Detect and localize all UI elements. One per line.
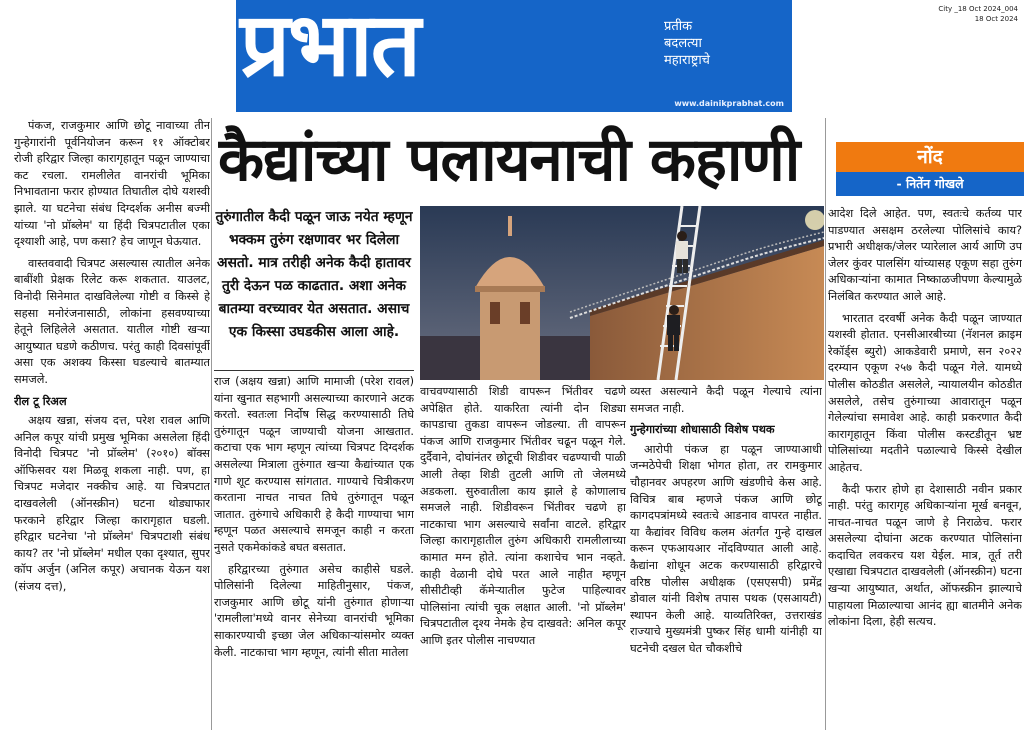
edition-date: 18 Oct 2024 <box>974 15 1018 23</box>
newspaper-logo-title: प्रभात <box>240 0 419 96</box>
tagline-line: बदलत्या <box>664 36 702 51</box>
website-url[interactable]: www.dainikprabhat.com <box>674 99 784 108</box>
article-column-1 <box>14 118 210 728</box>
column-note-box <box>836 142 1024 196</box>
article-photo <box>420 206 824 380</box>
subheading: गुन्हेगारांच्या शोधासाठी विशेष पथक <box>630 423 775 437</box>
column-divider <box>211 118 212 730</box>
edition-info <box>938 4 1018 24</box>
paragraph: हरिद्वारच्या तुरुंगात असेच काहीसे घडले. पोलिसांनी दिलेल्या माहितीनुसार, पंकज, राजकुमार आणि छोटू यांनी तुरुंगात होणाऱ्या 'रामलीला'मध्ये वानर सेनेच्या वानरांची भूमिका साकारण्याची इच्छा जेल अधिकाऱ्यांसमोर व्यक्त केली. नाटकाचा भाग म्हणून, त्यांनी सीता मातेला <box>214 562 414 659</box>
note-title: नोंद <box>836 142 1024 172</box>
article-column-5 <box>828 206 1022 731</box>
edition-code: City _18 Oct 2024_004 <box>938 5 1018 13</box>
note-author: - नितेंन गोखले <box>836 172 1024 196</box>
tagline-line: प्रतीक <box>664 19 693 34</box>
paragraph: आरोपी पंकज हा पळून जाण्याआधी जन्मठेपेची शिक्षा भोगत होता, तर रामकुमार चौहानवर अपहरण आणि खंडणीचे केस आहे. विचित्र बाब म्हणजे पंकज आणि छोटू कागदपत्रांमध्ये स्वतःचे आडनाव वापरत नाहीत. या कैद्यांवर विविध कलम अंतर्गत गुन्हे दाखल करून एफआयआर नोंदविण्यात आली आहे. कैद्यांना शोधून अटक करण्यासाठी हरिद्वारचे वरिष्ठ पोलीस अधीक्षक (एसएसपी) प्रमेंद्र डोवाल यांनी विशेष तपास पथक (एसआयटी) स्थापन केली आहे. याव्यतिरिक्त, उत्तराखंड राज्याचे मुख्यमंत्री पुष्कर सिंह धामी यांनीही या घटनेची दखल घेत चौकशीचे <box>630 442 822 655</box>
paragraph: वास्तववादी चित्रपट असल्यास त्यातील अनेक बाबींशी प्रेक्षक रिलेट करू शकतात. याउलट, विनोदी सिनेमात दाखविलेल्या गोष्टी व किस्से हे सहसा मनोरंजनासाठी, लोकांना हसवण्याच्या हेतूने लिहिलेले असतात. यातील गोष्टी खऱ्या आयुष्यात घडणे कठीणच. परंतु काही दिवसांपूर्वी असा एक अशक्य किस्सा घडल्याचे बातम्यात समजले. <box>14 256 210 386</box>
paragraph: पंकज, राजकुमार आणि छोटू नावाच्या तीन गुन्हेगारांनी पूर्वनियोजन करून ११ ऑक्टोबर रोजी हरिद्वार जिल्हा कारागृहातून पळून जाण्याचा कट रचला. रामलीलेत वानरांची भूमिका निभावताना फरार होण्यात तिघातील दोघे यशस्वी झाले. या घटनेचा संबंध दिग्दर्शक अनीस बज्मी यांच्या 'नो प्रॉब्लेम' या हिंदी चित्रपटातील एका दृश्याशी आहे, पण कसा? हेच जाणून घेऊयात. <box>14 119 210 249</box>
column-divider <box>825 118 826 730</box>
tagline-line: महाराष्ट्राचे <box>664 53 710 68</box>
paragraph: वाचवण्यासाठी शिडी वापरून भिंतीवर चढणे अपेक्षित होते. याकरिता त्यांनी दोन शिड्या कापडाचा तुकडा वापरून जोडल्या. ती वापरून पंकज आणि राजकुमार भिंतीवर चढून पळून गेले. दुर्दैवाने, दोघांनंतर छोटूची शिडीवर चढण्याची पाळी आली तेव्हा शिडी तुटली आणि तो जेलमध्ये अडकला. सुरुवातीला काय झाले हे कोणालाच समजले नाही. शिडीवरून भिंतीवर चढणे हा नाटकाचा भाग असल्याचे सर्वांना वाटले. हरिद्वार जिल्हा कारागृहातील तुरुंग अधिकारी रामलीलाच्या कामात मग्न होते. त्यांना कशाचेच भान नव्हते. काही वेळानी दोघे परत आले नाहीत म्हणून सीसीटीव्ही कॅमेऱ्यातील फुटेज पाहिल्यावर पोलिसांना त्यांची चूक लक्षात आली. 'नो प्रॉब्लेम' चित्रपटातील दृश्य नेमके हेच दाखवते: अनिल कपूर आणि इतर पोलीस नाचण्यात <box>420 385 626 647</box>
masthead-tagline <box>664 18 774 69</box>
paragraph: आदेश दिले आहेत. पण, स्वतःचे कर्तव्य पार पाडण्यात असक्षम ठरलेल्या पोलिसांचे काय? प्रभारी अधीक्षक/जेलर प्यारेलाल आर्य आणि उप जेलर कुंवर पालसिंग यांच्यासह एकूण सहा तुरुंग अधिकाऱ्यांना कामात निष्काळजीपणा केल्यामुळे निलंबित करण्यात आले आहे. <box>828 207 1022 303</box>
article-column-4 <box>630 384 822 729</box>
article-deck: तुरुंगातील कैदी पळून जाऊ नयेत म्हणून भक्कम तुरुंग रक्षणावर भर दिलेला असतो. मात्र तरीही अनेक कैदी हातावर तुरी देऊन पळ काढतात. अशा अनेक बातम्या वरच्यावर येत असतात. असाच एक किस्सा उघडकीस आला आहे. <box>215 209 413 340</box>
masthead <box>236 0 792 112</box>
paragraph: कैदी फरार होणे हा देशासाठी नवीन प्रकार नाही. परंतु कारागृह अधिकाऱ्यांना मूर्ख बनवून, नाचत-नाचत पळून जाणे हे निराळेच. फरार असलेल्या दोघांना अटक करण्यात पोलिसांना कदाचित लवकरच यश येईल. मात्र, तूर्त तरी एखाद्या चित्रपटात दाखवलेली (ऑनस्क्रीन) घटना खऱ्या आयुष्यात, अर्थात, ऑफस्क्रीन झाल्याचे पाहायला मिळाल्याचा आनंद ह्या बातमीने अनेक लोकांना दिला, हेही सत्यच. <box>828 482 1022 629</box>
paragraph: व्यस्त असल्याने कैदी पळून गेल्याचे त्यांना समजत नाही. <box>630 385 822 415</box>
article-headline: कैद्यांच्या पलायनाची कहाणी <box>218 125 800 195</box>
subheading: रील टू रिअल <box>14 394 67 408</box>
article-column-2 <box>214 374 414 729</box>
paragraph: अक्षय खन्ना, संजय दत्त, परेश रावल आणि अनिल कपूर यांची प्रमुख भूमिका असलेला हिंदी विनोदी चित्रपट 'नो प्रॉब्लेम' (२०१०) बॉक्स ऑफिसवर यश मिळवू शकला नाही. पण, हा चित्रपट मजेदार नक्कीच आहे. या चित्रपटात दाखवलेली (ऑनस्क्रीन) घटना थोड्याफार फरकाने हरिद्वार जिल्हा कारागृहात घडली. हरिद्वार घटनेचा 'नो प्रॉब्लेम' चित्रपटाशी संबंध काय? तर 'नो प्रॉब्लेम' मधील एका दृश्यात, सुपर कॉप अर्जुन (अनिल कपूर) अचानक येऊन यश (संजय दत्त), <box>14 414 210 594</box>
prison-escape-illustration <box>420 206 824 380</box>
article-column-3 <box>420 384 626 729</box>
paragraph: राज (अक्षय खन्ना) आणि मामाजी (परेश रावल) यांना खुनात सहभागी असल्याच्या कारणाने अटक करतो. स्वतःला निर्दोष सिद्ध करण्यासाठी तिघे तुरुंगातून पळून जाण्याची योजना आखतात. कटाचा एक भाग म्हणून त्यांच्या चित्रपट दिग्दर्शक असलेल्या मित्राला तुरुंगात खऱ्या कैद्यांच्यात एक गाणे शूट करण्यास सांगतात. गाण्याचे चित्रीकरण करताना नाचत नाचत तिघे तुरुंगातून पळून जातात. तुरुंगाचे अधिकारी हे कैदी गाण्याचा भाग म्हणून पळत असल्याचे समजून काही न करता नुसते एकमेकांकडे बघत बसतात. <box>214 375 414 554</box>
paragraph: भारतात दरवर्षी अनेक कैदी पळून जाण्यात यशस्वी होतात. एनसीआरबीच्या (नॅशनल क्राइम रेकॉर्ड्स ब्युरो) आकडेवारी प्रमाणे, सन २०२२ दरम्यान एकूण २५७ कैदी पळून गेले. यामध्ये पोलीस कोठडीत असलेले, न्यायालयीन कोठडीत असलेले, तसेच तुरुंगाच्या आवारातून पळून गेलेल्यांचा समावेश आहे. काही प्रकरणात कैदी कारागृहातून किंवा पोलीस कस्टडीतून भ्रष्ट पोलिसांच्या मदतीने पळाल्याचे किस्से देखील आहेतच. <box>828 311 1022 474</box>
deck-divider <box>214 370 414 371</box>
